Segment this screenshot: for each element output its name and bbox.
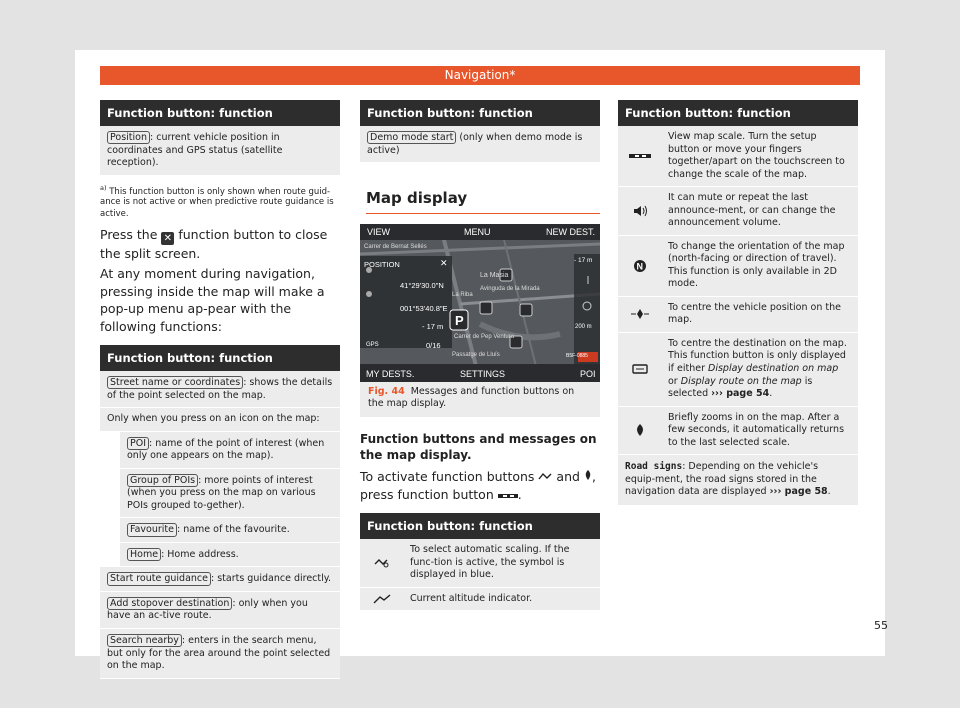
row-text: : Home address. [161,548,239,560]
longitude-value: 001°53'40.8"E [400,304,448,314]
map-view-button[interactable]: VIEW [367,227,391,238]
table-row [618,333,858,407]
map-display-figure [360,224,600,382]
poi-button-label: POI [127,437,149,450]
page-reference-link[interactable]: ››› page 58 [769,486,828,498]
row-text: It can mute or repeat the last announce-ment, or can change the announcement volume. [668,192,836,229]
para-text: , press function button [360,469,596,502]
close-icon[interactable]: ✕ [440,258,448,269]
option-name: Display destination on map [708,362,839,374]
row-text: To change the orientation of the map (north-facing or direction of travel). This function is only available in 2D mode. [668,240,845,290]
figure-caption [360,382,600,417]
table-row [618,126,858,187]
row-text: : more points of interest (when you press on the map on various POIs grouped to-gether). [127,474,316,511]
row-text: (only when demo mode is active) [367,132,583,156]
street-label: Passatge de Lluís [452,352,500,359]
table-row [100,371,340,408]
row-text: : starts guidance directly. [210,573,332,585]
table-row [618,187,858,236]
svg-text:P: P [455,313,464,329]
row-text: Only when you press on an icon on the map: [107,413,320,425]
position-panel-title: POSITION [364,260,400,270]
row-text: : current vehicle position in coordinates and GPS status (satellite reception). [107,132,283,169]
search-nearby-button-label: Search nearby [107,634,182,647]
position-button-label: Position [107,131,150,144]
section-title: Map display [366,189,600,214]
auto-scale-icon [538,472,552,481]
street-label: La Riba [452,292,473,299]
para-text: To activate function buttons [360,469,535,485]
text-segment: . [827,486,831,498]
table-row [100,408,340,432]
table-header: Function button: function [100,345,340,371]
row-text: : name of the favourite. [176,524,290,536]
table-row [120,469,340,519]
table-header: Function button: function [100,100,340,126]
figure-number: Fig. 44 [368,386,405,398]
street-label: La Masia [480,272,509,280]
paragraph: At any moment during navigation, pressing inside the map will make a pop-up menu ap-pear with the following functions: [100,266,325,334]
home-button-label: Home [127,548,161,561]
para-text: . [517,486,522,502]
text-segment: is selected [668,375,813,400]
table-row [100,629,340,679]
altitude-value: - 17 m [422,322,444,332]
text-segment: : Depending on the vehicle's equip-ment, the road signs stored in the navigation data are displayed [625,461,819,498]
footnote-text: This function button is only shown when route guid-ance is not active or when predictive route guidance is active. [100,186,334,219]
map-scale-icon [629,153,651,159]
row-text: To select automatic scaling. If the func-tion is active, the symbol is displayed in blue. [410,544,570,581]
text-segment: To centre the destination on the map. This function button is only displayed if either [668,337,847,374]
announcement-icon [632,204,648,218]
table-row [618,297,858,333]
row-text: To centre the vehicle position on the map. [668,301,841,326]
table-row [618,236,858,297]
map-scale-icon [498,493,518,499]
table-row [100,126,340,176]
street-button-label: Street name or coordinates [107,376,243,389]
paragraph [100,226,340,263]
table-header: Function button: function [618,100,858,126]
side-altitude: - 17 m [574,257,593,265]
column-right [618,100,858,506]
zoom-pin-icon [584,469,592,481]
demo-mode-button-label: Demo mode start [367,131,456,144]
column-left [100,100,340,679]
paragraph [360,468,600,503]
page-reference-link[interactable]: ››› page 54 [711,388,770,400]
table-row [360,539,600,588]
altitude-icon [373,594,391,604]
footnote-mark: a) [100,183,107,192]
map-scale-readout: 200 m [575,324,592,331]
row-text: : shows the details of the point selected on the map. [107,377,333,401]
road-signs-label: Road signs [625,461,683,473]
footnote [100,176,340,226]
para-text: function button to close the split screen. [100,226,328,261]
row-text: : enters in the search menu, but only for the area around the point selected on the map. [107,634,331,672]
page-number: 55 [874,619,888,632]
map-settings-button[interactable]: SETTINGS [460,369,506,380]
start-guidance-button-label: Start route guidance [107,572,211,585]
map-my-dests-button[interactable]: MY DESTS. [366,369,415,380]
table-row [618,407,858,456]
table-row [120,518,340,543]
text-segment: . [769,388,773,400]
table-row [120,432,340,469]
vehicle-centre-icon [631,308,649,320]
street-label: Carrer de Bernat Sellés [364,244,427,251]
gps-label: GPS [366,342,379,349]
caption-text: Messages and function buttons on the map display. [368,386,575,410]
text-segment: or [668,375,678,387]
row-text: : name of the point of interest (when only one appears on the map). [127,437,325,462]
map-new-dest-button[interactable]: NEW DEST. [546,227,596,238]
map-poi-button[interactable]: POI [580,369,596,380]
destination-centre-icon [631,363,649,375]
svg-text:N: N [636,261,643,272]
row-text [662,333,858,406]
table-header: Function button: function [360,513,600,539]
auto-scale-icon [374,558,390,568]
row-text: Current altitude indicator. [410,592,533,604]
row-text: : only when you have an ac-tive route. [107,597,308,622]
favourite-button-label: Favourite [127,523,177,536]
street-label: Carrer de Pep Ventura [454,334,515,341]
table-row [120,543,340,568]
group-pois-button-label: Group of POIs [127,474,198,487]
row-text: View map scale. Turn the setup button or move your fingers together/apart on the touchscreen to change the scale of the map. [668,131,845,180]
zoom-pin-icon [635,423,645,437]
table-row [100,567,340,592]
north-compass-icon [633,259,647,273]
table-row [360,588,600,612]
para-text: and [556,469,580,485]
latitude-value: 41°29'30.0"N [400,281,444,291]
table-header: Function button: function [360,100,600,126]
column-middle [360,100,600,611]
subheading: Function buttons and messages on the map display. [360,431,597,462]
para-text: Press the [100,226,158,242]
option-name: Display route on the map [680,375,802,387]
chapter-banner: Navigation* [100,66,860,85]
map-menu-button[interactable]: MENU [464,227,491,238]
add-stopover-button-label: Add stopover destination [107,597,232,610]
street-label: Avinguda de la Mirada [480,286,540,293]
figure-code-label: B5F-0885 [566,353,588,360]
table-row [100,592,340,629]
gps-value: 0/16 [426,341,441,351]
table-row [360,126,600,163]
close-icon: ✕ [161,232,174,245]
row-text: Briefly zooms in on the map. After a few seconds, it automatically returns to the last selected scale. [668,411,845,448]
table-row [618,455,858,506]
